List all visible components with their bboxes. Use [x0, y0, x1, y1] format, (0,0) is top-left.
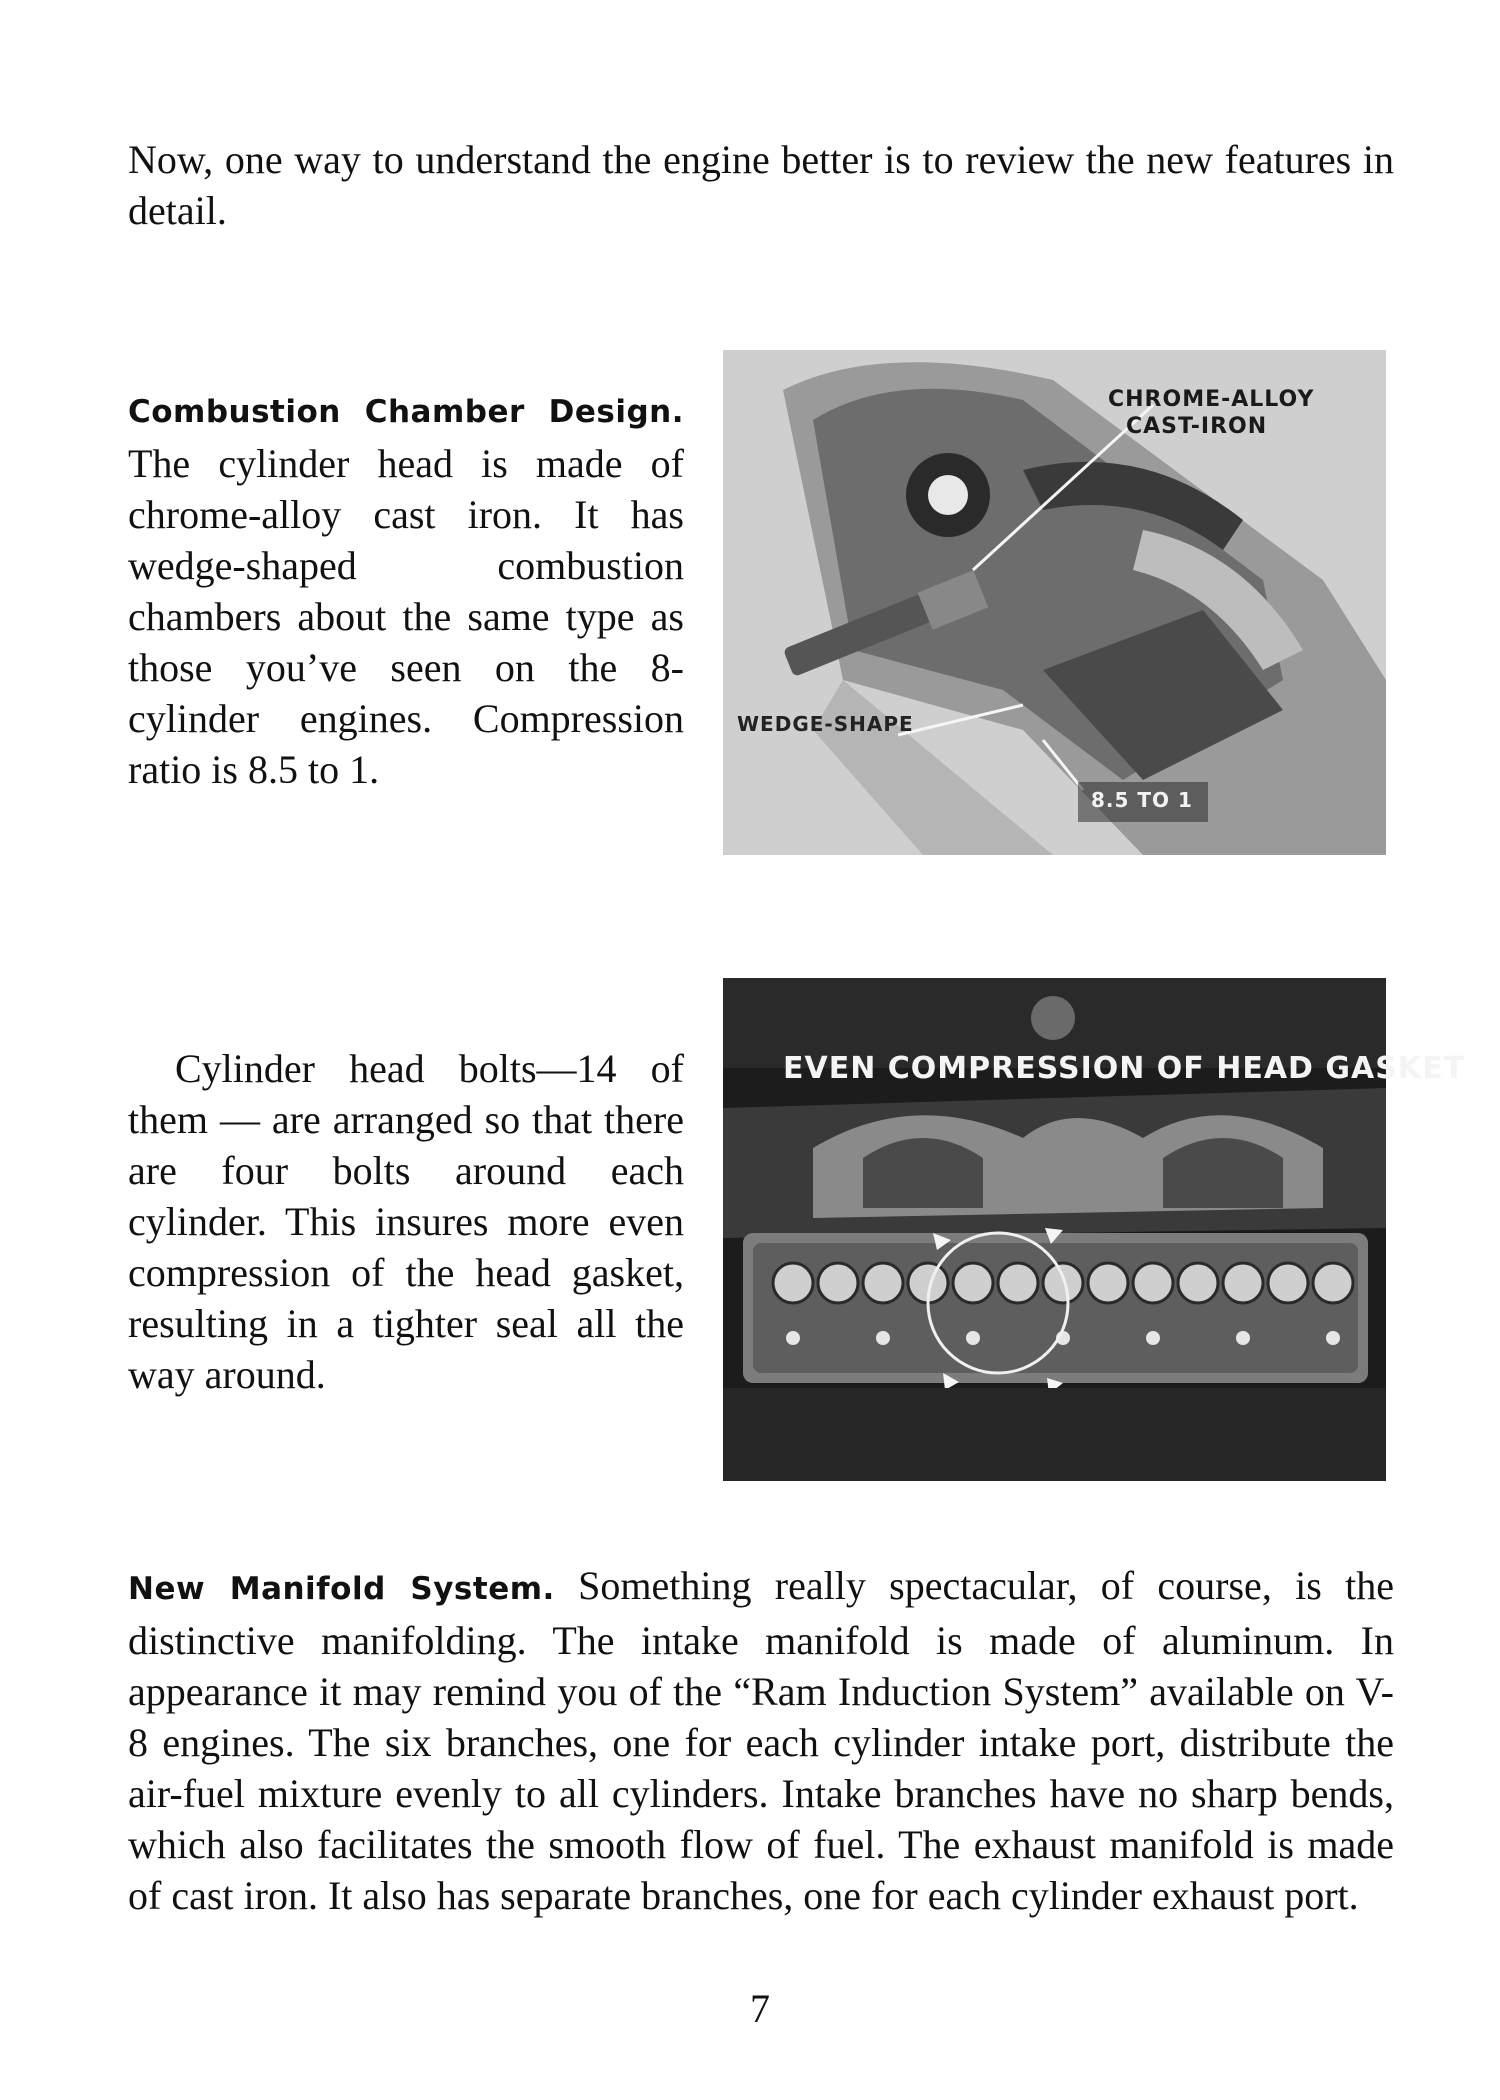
manifold-system-paragraph: [128, 1560, 1394, 1921]
chrome-alloy-label: [1108, 386, 1314, 440]
combustion-chamber-heading: Combustion Chamber Design.: [128, 394, 684, 430]
compression-ratio-label: 8.5 TO 1: [1091, 788, 1193, 812]
intro-paragraph: Now, one way to understand the engine better is to review the new features in detail.: [128, 137, 1394, 233]
cylinder-head-cutaway-photo: [723, 350, 1386, 855]
head-bolts-paragraph: Cylinder head bolts—14 of them — are arranged so that there are four bolts around each cylinder. This insures more even compression of the head gasket, resulting in a tighter seal all the way around.: [128, 1046, 684, 1397]
cylinder-head-bolts-photo: [723, 978, 1466, 1481]
even-compression-label: EVEN COMPRESSION OF HEAD GASKET: [783, 1051, 1466, 1086]
chrome-alloy-label-line1: CHROME-ALLOY: [1108, 387, 1315, 412]
manifold-system-heading: New Manifold System.: [128, 1571, 555, 1607]
combustion-chamber-paragraph: [128, 383, 684, 795]
chrome-alloy-label-line2: CAST-IRON: [1126, 414, 1268, 439]
page-number: 7: [750, 1986, 770, 2031]
manifold-system-body: Something really spectacular, of course, is the distinctive manifolding. The intake manifold is made of aluminum. In appearance it may remind you of the “Ram Induction System” available on V-8 engines. The six branches, one for each cylinder intake port, distribute the air-fuel mixture evenly to all cylinders. Intake branches have no sharp bends, which also facilitates the smooth flow of fuel. The exhaust manifold is made of cast iron. It also has separate branches, one for each cylinder exhaust port.: [128, 1563, 1395, 1918]
wedge-shape-label: WEDGE-SHAPE: [737, 712, 914, 736]
combustion-chamber-body: The cylinder head is made of chrome-alloy cast iron. It has wedge-shaped combustion chambers about the same type as those you’ve seen on the 8-cylinder engines. Compression ratio is 8.5 to 1.: [128, 441, 684, 792]
